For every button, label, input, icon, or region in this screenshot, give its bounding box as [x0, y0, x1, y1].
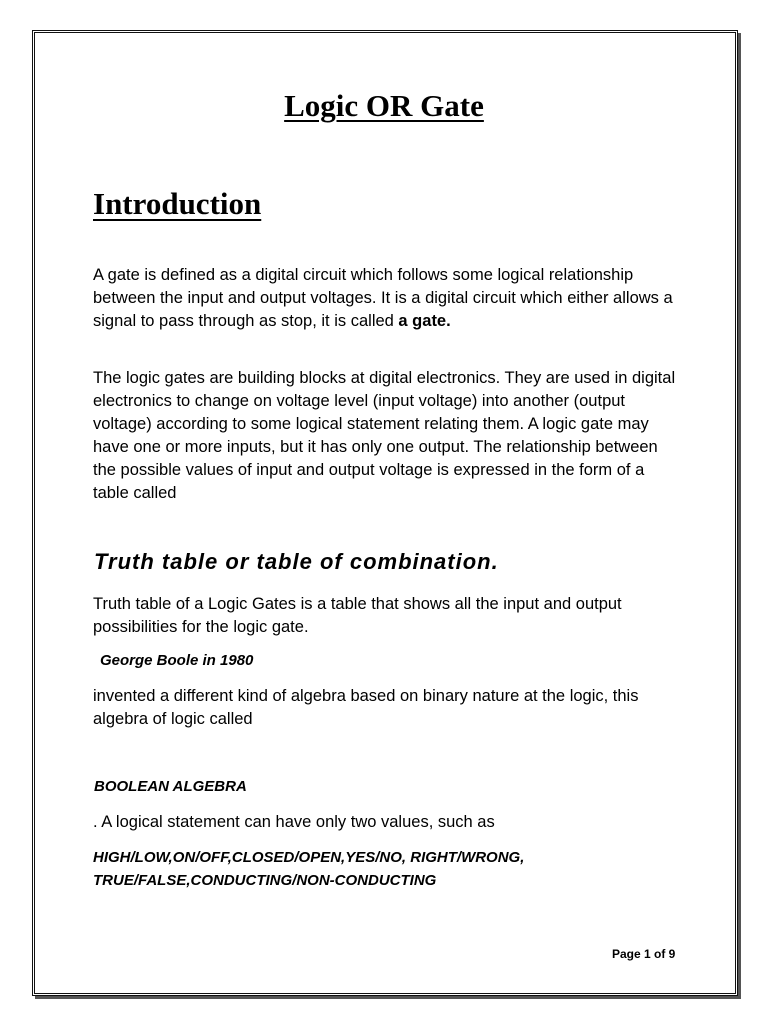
introduction-paragraph-1-text: A gate is defined as a digital circuit which follows some logical relationship between the input and output voltages. It is a digital circuit which either allows a signal to pass through as stop, it is called: [93, 266, 673, 330]
george-boole-label: George Boole in 1980: [100, 652, 254, 669]
logic-values-list: HIGH/LOW,ON/OFF,CLOSED/OPEN,YES/NO, RIGHT/WRONG, TRUE/FALSE,CONDUCTING/NON-CONDUCTING: [93, 849, 525, 889]
page-number: Page 1 of 9: [612, 947, 676, 961]
document-title-text: Logic OR Gate: [284, 88, 484, 123]
truth-table-heading: Truth table or table of combination.: [94, 549, 499, 574]
document-title: [0, 88, 768, 124]
logical-statement-paragraph: . A logical statement can have only two values, such as: [93, 813, 495, 831]
boolean-algebra-label: BOOLEAN ALGEBRA: [94, 778, 247, 795]
truth-table-paragraph: Truth table of a Logic Gates is a table that shows all the input and output possibilities for the logic gate.: [93, 595, 622, 636]
introduction-heading: Introduction: [93, 186, 262, 221]
introduction-paragraph-2: The logic gates are building blocks at digital electronics. They are used in digital electronics to change on voltage level (input voltage) into another (output voltage) according to some logical statement relating them. A logic gate may have one or more inputs, but it has only one output. The relationship between the possible values of input and output voltage is expressed in the form of a table called: [93, 369, 676, 502]
introduction-paragraph-1: [93, 264, 677, 333]
algebra-paragraph: invented a different kind of algebra based on binary nature at the logic, this algebra of logic called: [93, 687, 639, 728]
introduction-paragraph-1-bold: a gate.: [398, 312, 451, 330]
